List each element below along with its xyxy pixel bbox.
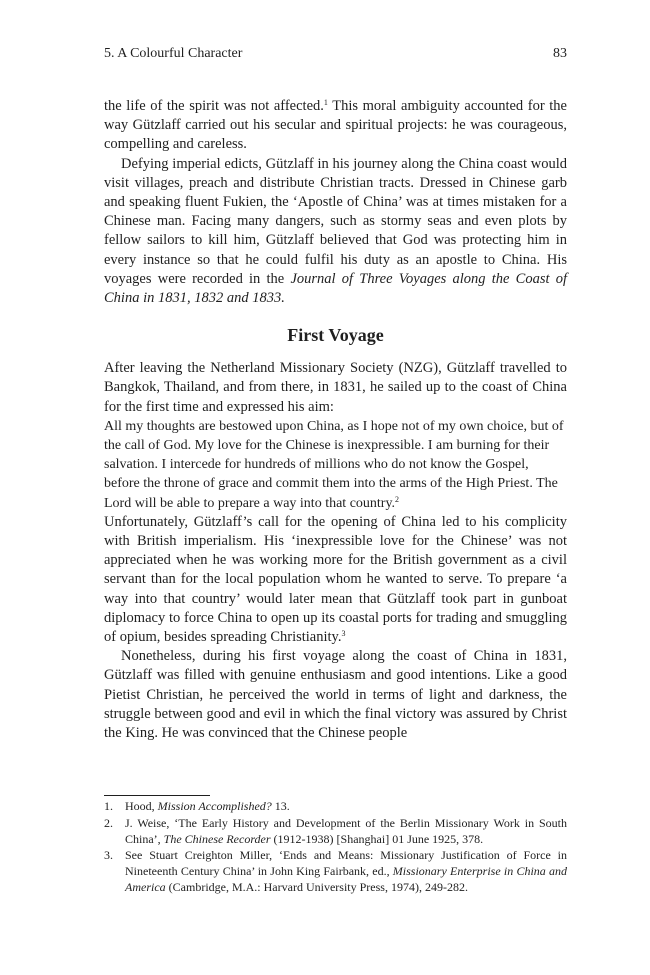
block-quote: All my thoughts are bestowed upon China, as I hope not of my own choice, but of the call of God. My love for the Chinese is inexpressible. I am burning for their salvation. I intercede for hundreds of millions who do not know the Gospel, before the throne of grace and commit them into the arms of the High Priest. The Lord will be able to prepare a way into that country.$^2$ — [104, 418, 564, 511]
running-header — [104, 46, 567, 66]
page-number: 83 — [553, 46, 567, 61]
main-text — [104, 97, 567, 743]
section-heading: First Voyage — [287, 325, 384, 346]
paragraph-2: Defying imperial edicts, Gützlaff in his journey along the China coast would visit villages, preach and distribute Christian tracts. Dressed in Chinese garb and speaking fluent Fukien, the ‘Apostle of China’ was at times mistaken for a Chinese man. Facing many dangers, such as stormy seas and even plots by fellow sailors to kill him, Gützlaff believed that God was protecting him in every instance so that he could fulfil his duty as an apostle to China. His voyages were recorded in the Journal of Three Voyages along the Coast of China in 1831, 1832 and 1833. — [104, 155, 567, 307]
paragraph-3: After leaving the Netherland Missionary Society (NZG), Gützlaff travelled to Bangkok, Thailand, and from there, in 1831, he sailed up to the coast of China for the first time and expressed his aim: — [104, 360, 567, 415]
footnote-rule — [104, 795, 210, 796]
footnote-ref-2[interactable]: 2 — [395, 494, 400, 504]
footnote-ref-3[interactable]: 3 — [341, 629, 346, 639]
journal-title: Journal of Three Voyages along the Coast of China in 1831, 1832 and 1833. — [104, 270, 567, 307]
paragraph-5: Nonetheless, during his first voyage along the coast of China in 1831, Gützlaff was filled with genuine enthusiasm and good intentions. Like a good Pietist Christian, he perceived the world in terms of light and darkness, the struggle between good and evil in which the final victory was assured by Christ the King. He was convinced that the Chinese people — [104, 648, 567, 742]
paragraph-4: Unfortunately, Gützlaff’s call for the opening of China led to his complicity with British imperialism. His ‘inexpressible love for the Chinese’ was not appreciated when he was working more for the British government as a civil servant than for the local population whom he wanted to serve. To prepare ‘a way into that country’ would later mean that Gützlaff took part in gunboat diplomacy to force China to open up its coastal ports for trading and smuggling of opium, besides spreading Christianity.$^3$ — [104, 513, 567, 646]
paragraph-1: the life of the spirit was not affected.$^1$ This moral ambiguity accounted for the way Gützlaff carried out his secular and spiritual projects: he was courageous, compelling and careless. — [104, 98, 567, 153]
footnote: 2. J. Weise, ‘The Early History and Development of the Berlin Missionary Work in South China’, The Chinese Recorder (1912-1938) [Shanghai] 01 June 1925, 378. — [104, 815, 567, 846]
footnote: 3. See Stuart Creighton Miller, ‘Ends and Means: Missionary Justification of Force in Nineteenth Century China’ in John King Fairbank, ed., Missionary Enterprise in China and America (Cambridge, M.A.: Harvard University Press, 1974), 249-282. — [104, 848, 567, 894]
footnote-ref-1[interactable]: 1 — [323, 98, 328, 107]
footnotes — [104, 799, 567, 897]
chapter-title: 5. A Colourful Character — [104, 46, 243, 61]
footnote: 1. Hood, Mission Accomplished? 13. — [104, 799, 290, 813]
